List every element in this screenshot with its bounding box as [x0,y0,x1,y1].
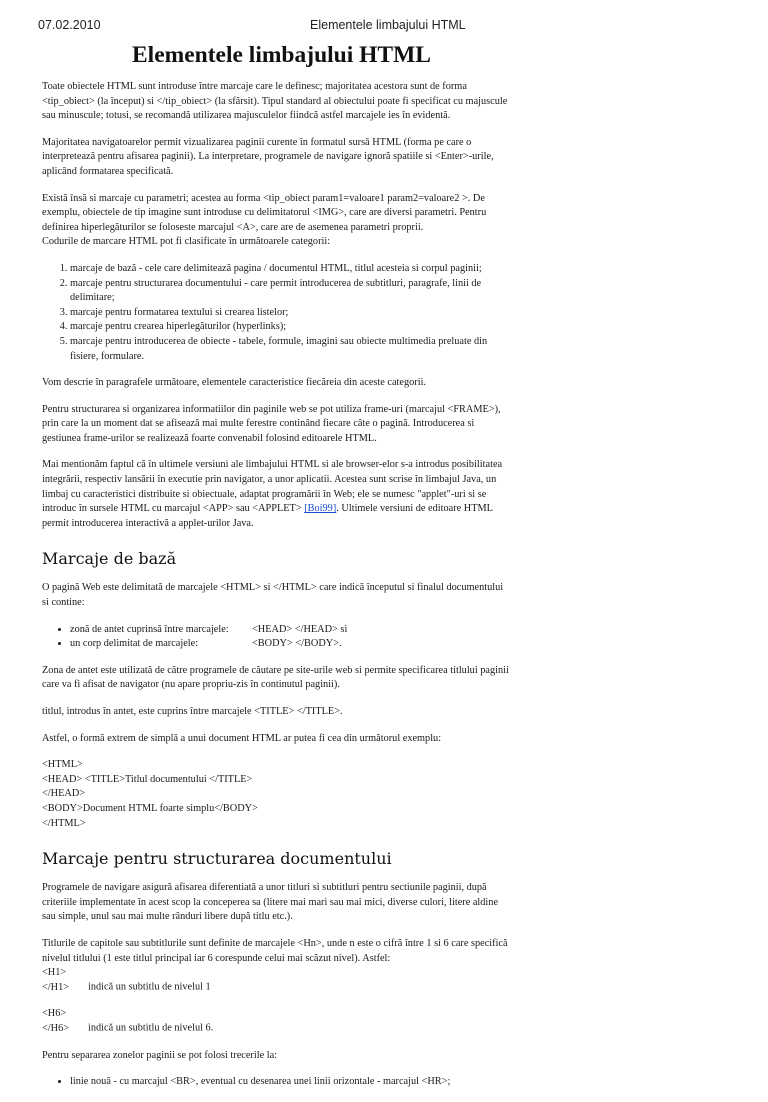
heading-level-1-line [42,966,512,995]
bullet-code: <BODY> </BODY>. [252,638,342,650]
list-item [70,623,512,638]
page-header [38,18,730,36]
document-body [42,40,512,1102]
separators-list [42,1075,512,1090]
heading-level-6-line [42,1007,512,1036]
bullet-label: zonă de antet cuprinsă între marcajele: [70,623,229,635]
categories-list [42,262,512,364]
list-item: 5. marcaje pentru introducerea de obiecte - tabele, formule, imagini sau obiecte multimedia preluate din fisiere, formulare. [70,335,512,364]
basic-structure-list [42,623,512,652]
print-date: 07.02.2010 [38,18,101,32]
paragraph-applets [42,458,512,531]
heading-description: indică un subtitlu de nivelul 1 [88,981,211,993]
paragraph-titles: Programele de navigare asigură afisarea diferentiată a unor titluri si subtitluri pentru sectiunile paginii, după criteriile implementate în acest scop la conceperea sa (litere mai mari sau mai mici, diverse culori, litere aldine sau simple, unul sau mai multe rânduri libere după titlu etc.). [42,882,499,923]
intro-paragraph-2: Majoritatea navigatoarelor permit vizualizarea paginii curente în formatul sursă HTML (forma pe care o interpretează pentru afisarea paginii). La interpretare, programele de navigare ignoră spatiile si <Enter>-urile, aplicând formatarea specificată. [42,136,494,177]
bullet-label: un corp delimitat de marcajele: [70,638,199,650]
example-line: </HTML> [42,817,86,829]
intro-paragraph-categories: Codurile de marcare HTML pot fi clasificate în următoarele categorii: [42,236,331,248]
page-title: Elementele limbajului HTML [132,42,431,68]
section-heading-structure: Marcaje pentru structurarea documentului [42,849,392,869]
paragraph-example-intro: Astfel, o formă extrem de simplă a unui document HTML ar putea fi cea din următorul exemplu: [42,732,442,744]
intro-paragraph-3: Există însă si marcaje cu parametri; acestea au forma <tip_obiect param1=valoare1 param2=valoare2 >. De exemplu, obiectele de tip imagine sunt introduse cu delimitatorul <IMG>, care are diversi parametri. Pentru definirea hiperlegăturilor se foloseste marcajul <A>, care are de asemenea parametri proprii. [42,192,487,233]
example-line: <BODY>Document HTML foarte simplu</BODY> [42,802,258,814]
bullet-code: <HEAD> </HEAD> si [252,623,348,635]
paragraph-separators: Pentru separarea zonelor paginii se pot folosi trecerile la: [42,1049,278,1061]
paragraph-page-delimiters: O pagină Web este delimitată de marcajele <HTML> si </HTML> care indică începutul si finalul documentului si contine: [42,582,504,609]
paragraph-frames: Pentru structurarea si organizarea informatiilor din paginile web se pot utiliza frame-uri (marcajul <FRAME>), prin care la un moment dat se afisează mai multe ferestre continând fiecare câte o pagină. Introducerea si gestiunea frame-urilor se realizează foarte convenabil folosind editoarele HTML. [42,403,501,444]
intro-paragraph-1: Toate obiectele HTML sunt introduse între marcaje care le definesc; majoritatea acestora sunt de forma <tip_obiect> (la început) si </tip_obiect> (la sfârsit). Tipul standard al obiectului poate fi specificat cu majuscule sau minuscule; totusi, se recomandă utilizarea majusculelor fiindcă astfel marcajele ies în evidentă. [42,81,508,122]
heading-description: indică un subtitlu de nivelul 6. [88,1022,214,1034]
heading-code: <H1> </H1> [42,967,70,993]
running-title: Elementele limbajului HTML [310,18,466,32]
example-line: <HEAD> <TITLE>Titlul documentului </TITLE> [42,773,253,785]
example-line: </HEAD> [42,788,86,800]
list-item: 4. marcaje pentru crearea hiperlegăturilor (hyperlinks); [70,320,512,335]
example-line: <HTML> [42,759,83,771]
list-item: • linie nouă - cu marcajul <BR>, eventual cu desenarea unei linii orizontale - marcajul <HR>; [70,1075,512,1090]
citation-link[interactable]: [Boi99] [304,503,337,515]
paragraph-heading-levels: Titlurile de capitole sau subtitlurile sunt definite de marcajele <Hn>, unde n este o cifră între 1 si 6 care specifică nivelul titlului (1 este titlul principal iar 6 corespunde celui mai scăzut nivel). Astfel: [42,937,508,964]
applets-text: Mai mentionăm faptul că în ultimele versiuni ale limbajului HTML si ale browser-elor s-a introdus posibilitatea integrării, respectiv lansării în executie prin navigator, a unor aplicatii. Acestea sunt scrise în limbajul Java, un limbaj cu caracteristici distribuite si obiectuale, adaptat programării în Web; ele se numesc "applet"-uri si se introduc în sursele HTML cu marcajul <APP> sau <APPLET> [42,459,503,515]
heading-code: <H6> </H6> [42,1008,70,1034]
paragraph-title-tag: titlul, introdus în antet, este cuprins între marcajele <TITLE> </TITLE>. [42,706,343,717]
paragraph-header-zone: Zona de antet este utilizată de către programele de căutare pe site-urile web si permite specificarea titlului paginii care va fi afisat de navigator (nu apare propriu-zis în continutul paginii). [42,664,509,691]
section-heading-basic: Marcaje de bază [42,549,177,569]
applets-text-end: . Ultimele versiuni de editoare HTML permit introducerea interactivă a applet-urilor Java. [42,503,493,529]
paragraph-categories-description: Vom descrie în paragrafele următoare, elementele caracteristice fiecăreia din aceste categorii. [42,377,427,389]
list-item: 3. marcaje pentru formatarea textului si crearea listelor; [70,306,512,321]
html-example [42,758,512,831]
list-item: 1. marcaje de bază - cele care delimitează pagina / documentul HTML, titlul acesteia si corpul paginii; [70,262,512,277]
list-item [70,637,512,652]
list-item: 2. marcaje pentru structurarea documentului - care permit introducerea de subtitluri, paragrafe, linii de delimitare; [70,277,512,306]
